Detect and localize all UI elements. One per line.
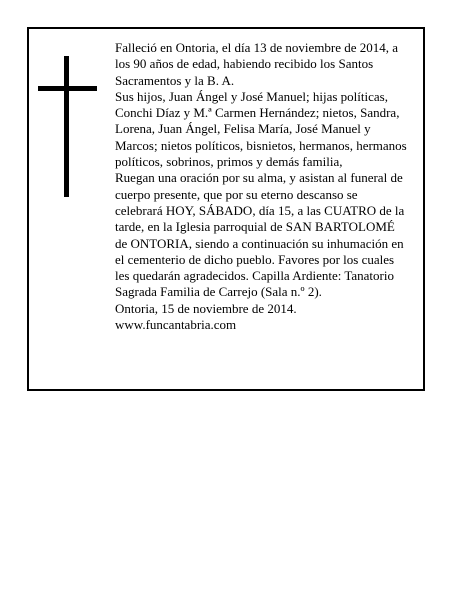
obituary-line: Ruegan una oración por su alma, y asistan al funeral de: [115, 170, 403, 186]
cross-icon-vertical-bar: [64, 56, 69, 197]
obituary-line: el cementerio de dicho pueblo. Favores por los cuales: [115, 251, 395, 267]
obituary-line: de ONTORIA, siendo a continuación su inhumación en: [115, 235, 404, 251]
obituary-line: políticos, sobrinos, primos y demás familia,: [115, 154, 343, 170]
obituary-line: cuerpo presente, que por su eterno descanso se: [115, 186, 358, 202]
obituary-line: Lorena, Juan Ángel, Felisa María, José Manuel y: [115, 121, 371, 137]
obituary-line: tarde, en la Iglesia parroquial de SAN BARTOLOMÉ: [115, 219, 395, 235]
obituary-line: les quedarán agradecidos. Capilla Ardiente: Tanatorio: [115, 268, 394, 284]
obituary-text: [115, 40, 423, 333]
obituary-line: Ontoria, 15 de noviembre de 2014.: [115, 300, 297, 316]
obituary-line: Sacramentos y la B. A.: [115, 72, 235, 88]
obituary-line: Sus hijos, Juan Ángel y José Manuel; hijas políticas,: [115, 88, 388, 104]
cross-icon-horizontal-bar: [38, 86, 97, 91]
obituary-line: Sagrada Familia de Carrejo (Sala n.º 2).: [115, 284, 322, 300]
obituary-line: celebrará HOY, SÁBADO, día 15, a las CUATRO de la: [115, 202, 405, 218]
obituary-line: los 90 años de edad, habiendo recibido los Santos: [115, 56, 374, 72]
obituary-line: Falleció en Ontoria, el día 13 de noviembre de 2014, a: [115, 40, 399, 55]
obituary-line: Conchi Díaz y M.ª Carmen Hernández; nietos, Sandra,: [115, 105, 400, 121]
website-link: www.funcantabria.com: [115, 317, 237, 333]
obituary-line: Marcos; nietos políticos, bisnietos, hermanos, hermanos: [115, 137, 407, 153]
